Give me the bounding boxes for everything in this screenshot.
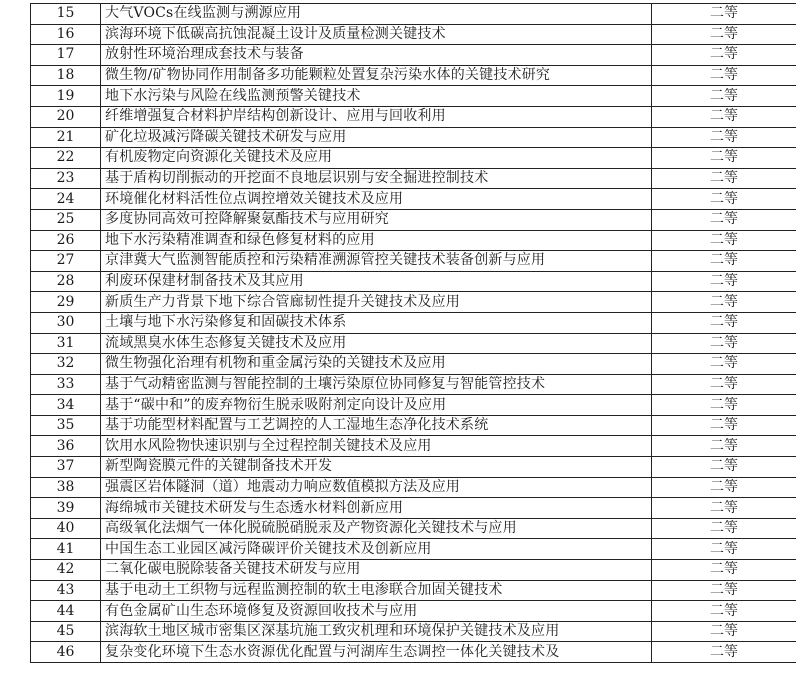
award-grade-cell: 二等 [652,457,797,478]
row-number-cell: 24 [31,189,101,210]
award-grade-cell: 二等 [652,4,797,25]
row-number-cell: 32 [31,354,101,375]
table-row [31,251,797,272]
row-number-cell: 31 [31,333,101,354]
award-grade-cell: 二等 [652,436,797,457]
table-row [31,642,797,663]
row-number-cell: 35 [31,415,101,436]
award-grade-cell: 二等 [652,560,797,581]
award-grade-cell: 二等 [652,498,797,519]
table-row [31,86,797,107]
award-grade-cell: 二等 [652,395,797,416]
award-grade-cell: 二等 [652,106,797,127]
project-name-cell: 利废环保建材制备技术及其应用 [101,271,652,292]
award-grade-cell: 二等 [652,518,797,539]
project-name-cell: 有机废物定向资源化关键技术及应用 [101,148,652,169]
award-grade-cell: 二等 [652,168,797,189]
row-number-cell: 18 [31,65,101,86]
award-grade-cell: 二等 [652,312,797,333]
project-name-cell: 强震区岩体隧洞（道）地震动力响应数值模拟方法及应用 [101,477,652,498]
project-name-cell: 中国生态工业园区减污降碳评价关键技术及创新应用 [101,539,652,560]
award-grade-cell: 二等 [652,24,797,45]
project-name-cell: 新型陶瓷膜元件的关键制备技术开发 [101,457,652,478]
table-row [31,539,797,560]
award-grade-cell: 二等 [652,271,797,292]
row-number-cell: 38 [31,477,101,498]
project-name-cell: 地下水污染与风险在线监测预警关键技术 [101,86,652,107]
project-name-cell: 土壤与地下水污染修复和固碳技术体系 [101,312,652,333]
project-name-cell: 高级氧化法烟气一体化脱硫脱硝脱汞及产物资源化关键技术与应用 [101,518,652,539]
row-number-cell: 28 [31,271,101,292]
project-name-cell: 纤维增强复合材料护岸结构创新设计、应用与回收利用 [101,106,652,127]
table-row [31,436,797,457]
table-row [31,292,797,313]
table-row [31,498,797,519]
award-grade-cell: 二等 [652,477,797,498]
row-number-cell: 30 [31,312,101,333]
award-list-table [30,3,796,663]
award-grade-cell: 二等 [652,642,797,663]
award-grade-cell: 二等 [652,148,797,169]
award-grade-cell: 二等 [652,580,797,601]
award-grade-cell: 二等 [652,230,797,251]
table-row [31,148,797,169]
table-row [31,621,797,642]
table-row [31,560,797,581]
row-number-cell: 42 [31,560,101,581]
project-name-cell: 微生物/矿物协同作用制备多功能颗粒处置复杂污染水体的关键技术研究 [101,65,652,86]
project-name-cell: 二氧化碳电脱除装备关键技术研发与应用 [101,560,652,581]
award-grade-cell: 二等 [652,45,797,66]
table-row [31,127,797,148]
row-number-cell: 44 [31,601,101,622]
project-name-cell: 新质生产力背景下地下综合管廊韧性提升关键技术及应用 [101,292,652,313]
table-row [31,312,797,333]
row-number-cell: 22 [31,148,101,169]
table-row [31,333,797,354]
table-row [31,65,797,86]
row-number-cell: 37 [31,457,101,478]
award-grade-cell: 二等 [652,374,797,395]
project-name-cell: 基于“碳中和”的废弃物衍生脱汞吸附剂定向设计及应用 [101,395,652,416]
table-row [31,477,797,498]
project-name-cell: 矿化垃圾减污降碳关键技术研发与应用 [101,127,652,148]
row-number-cell: 15 [31,4,101,25]
project-name-cell: 多度协同高效可控降解聚氨酯技术与应用研究 [101,209,652,230]
project-name-cell: 基于气动精密监测与智能控制的土壤污染原位协同修复与智能管控技术 [101,374,652,395]
row-number-cell: 33 [31,374,101,395]
table-row [31,271,797,292]
row-number-cell: 23 [31,168,101,189]
row-number-cell: 27 [31,251,101,272]
table-row [31,45,797,66]
row-number-cell: 26 [31,230,101,251]
row-number-cell: 17 [31,45,101,66]
document-page [30,0,796,690]
row-number-cell: 45 [31,621,101,642]
award-grade-cell: 二等 [652,209,797,230]
row-number-cell: 41 [31,539,101,560]
table-row [31,168,797,189]
award-grade-cell: 二等 [652,601,797,622]
award-grade-cell: 二等 [652,333,797,354]
row-number-cell: 36 [31,436,101,457]
project-name-cell: 基于盾构切削振动的开挖面不良地层识别与安全掘进控制技术 [101,168,652,189]
table-row [31,354,797,375]
project-name-cell: 微生物强化治理有机物和重金属污染的关键技术及应用 [101,354,652,375]
project-name-cell: 滨海环境下低碳高抗蚀混凝土设计及质量检测关键技术 [101,24,652,45]
table-row [31,24,797,45]
award-grade-cell: 二等 [652,251,797,272]
award-grade-cell: 二等 [652,65,797,86]
table-row [31,4,797,25]
award-list-body [31,4,797,663]
table-row [31,415,797,436]
row-number-cell: 43 [31,580,101,601]
table-row [31,601,797,622]
row-number-cell: 20 [31,106,101,127]
award-grade-cell: 二等 [652,415,797,436]
table-row [31,209,797,230]
award-grade-cell: 二等 [652,539,797,560]
table-row [31,230,797,251]
project-name-cell: 放射性环境治理成套技术与装备 [101,45,652,66]
project-name-cell: 海绵城市关键技术研发与生态透水材料创新应用 [101,498,652,519]
project-name-cell: 京津冀大气监测智能质控和污染精准溯源管控关键技术装备创新与应用 [101,251,652,272]
table-row [31,457,797,478]
row-number-cell: 16 [31,24,101,45]
row-number-cell: 46 [31,642,101,663]
project-name-cell: 有色金属矿山生态环境修复及资源回收技术与应用 [101,601,652,622]
table-row [31,580,797,601]
row-number-cell: 21 [31,127,101,148]
project-name-cell: 环境催化材料活性位点调控增效关键技术及应用 [101,189,652,210]
project-name-cell: 地下水污染精准调查和绿色修复材料的应用 [101,230,652,251]
table-row [31,189,797,210]
project-name-cell: 复杂变化环境下生态水资源优化配置与河湖库生态调控一体化关键技术及 [101,642,652,663]
project-name-cell: 流域黑臭水体生态修复关键技术及应用 [101,333,652,354]
award-grade-cell: 二等 [652,189,797,210]
row-number-cell: 29 [31,292,101,313]
project-name-cell: 滨海软土地区城市密集区深基坑施工致灾机理和环境保护关键技术及应用 [101,621,652,642]
award-grade-cell: 二等 [652,621,797,642]
award-grade-cell: 二等 [652,127,797,148]
table-row [31,518,797,539]
project-name-cell: 基于电动土工织物与远程监测控制的软土电渗联合加固关键技术 [101,580,652,601]
row-number-cell: 39 [31,498,101,519]
project-name-cell: 饮用水风险物快速识别与全过程控制关键技术及应用 [101,436,652,457]
row-number-cell: 40 [31,518,101,539]
row-number-cell: 19 [31,86,101,107]
project-name-cell: 基于功能型材料配置与工艺调控的人工湿地生态净化技术系统 [101,415,652,436]
table-row [31,106,797,127]
row-number-cell: 25 [31,209,101,230]
row-number-cell: 34 [31,395,101,416]
project-name-cell: 大气VOCs在线监测与溯源应用 [101,4,652,25]
table-row [31,374,797,395]
award-grade-cell: 二等 [652,292,797,313]
award-grade-cell: 二等 [652,354,797,375]
table-row [31,395,797,416]
award-grade-cell: 二等 [652,86,797,107]
